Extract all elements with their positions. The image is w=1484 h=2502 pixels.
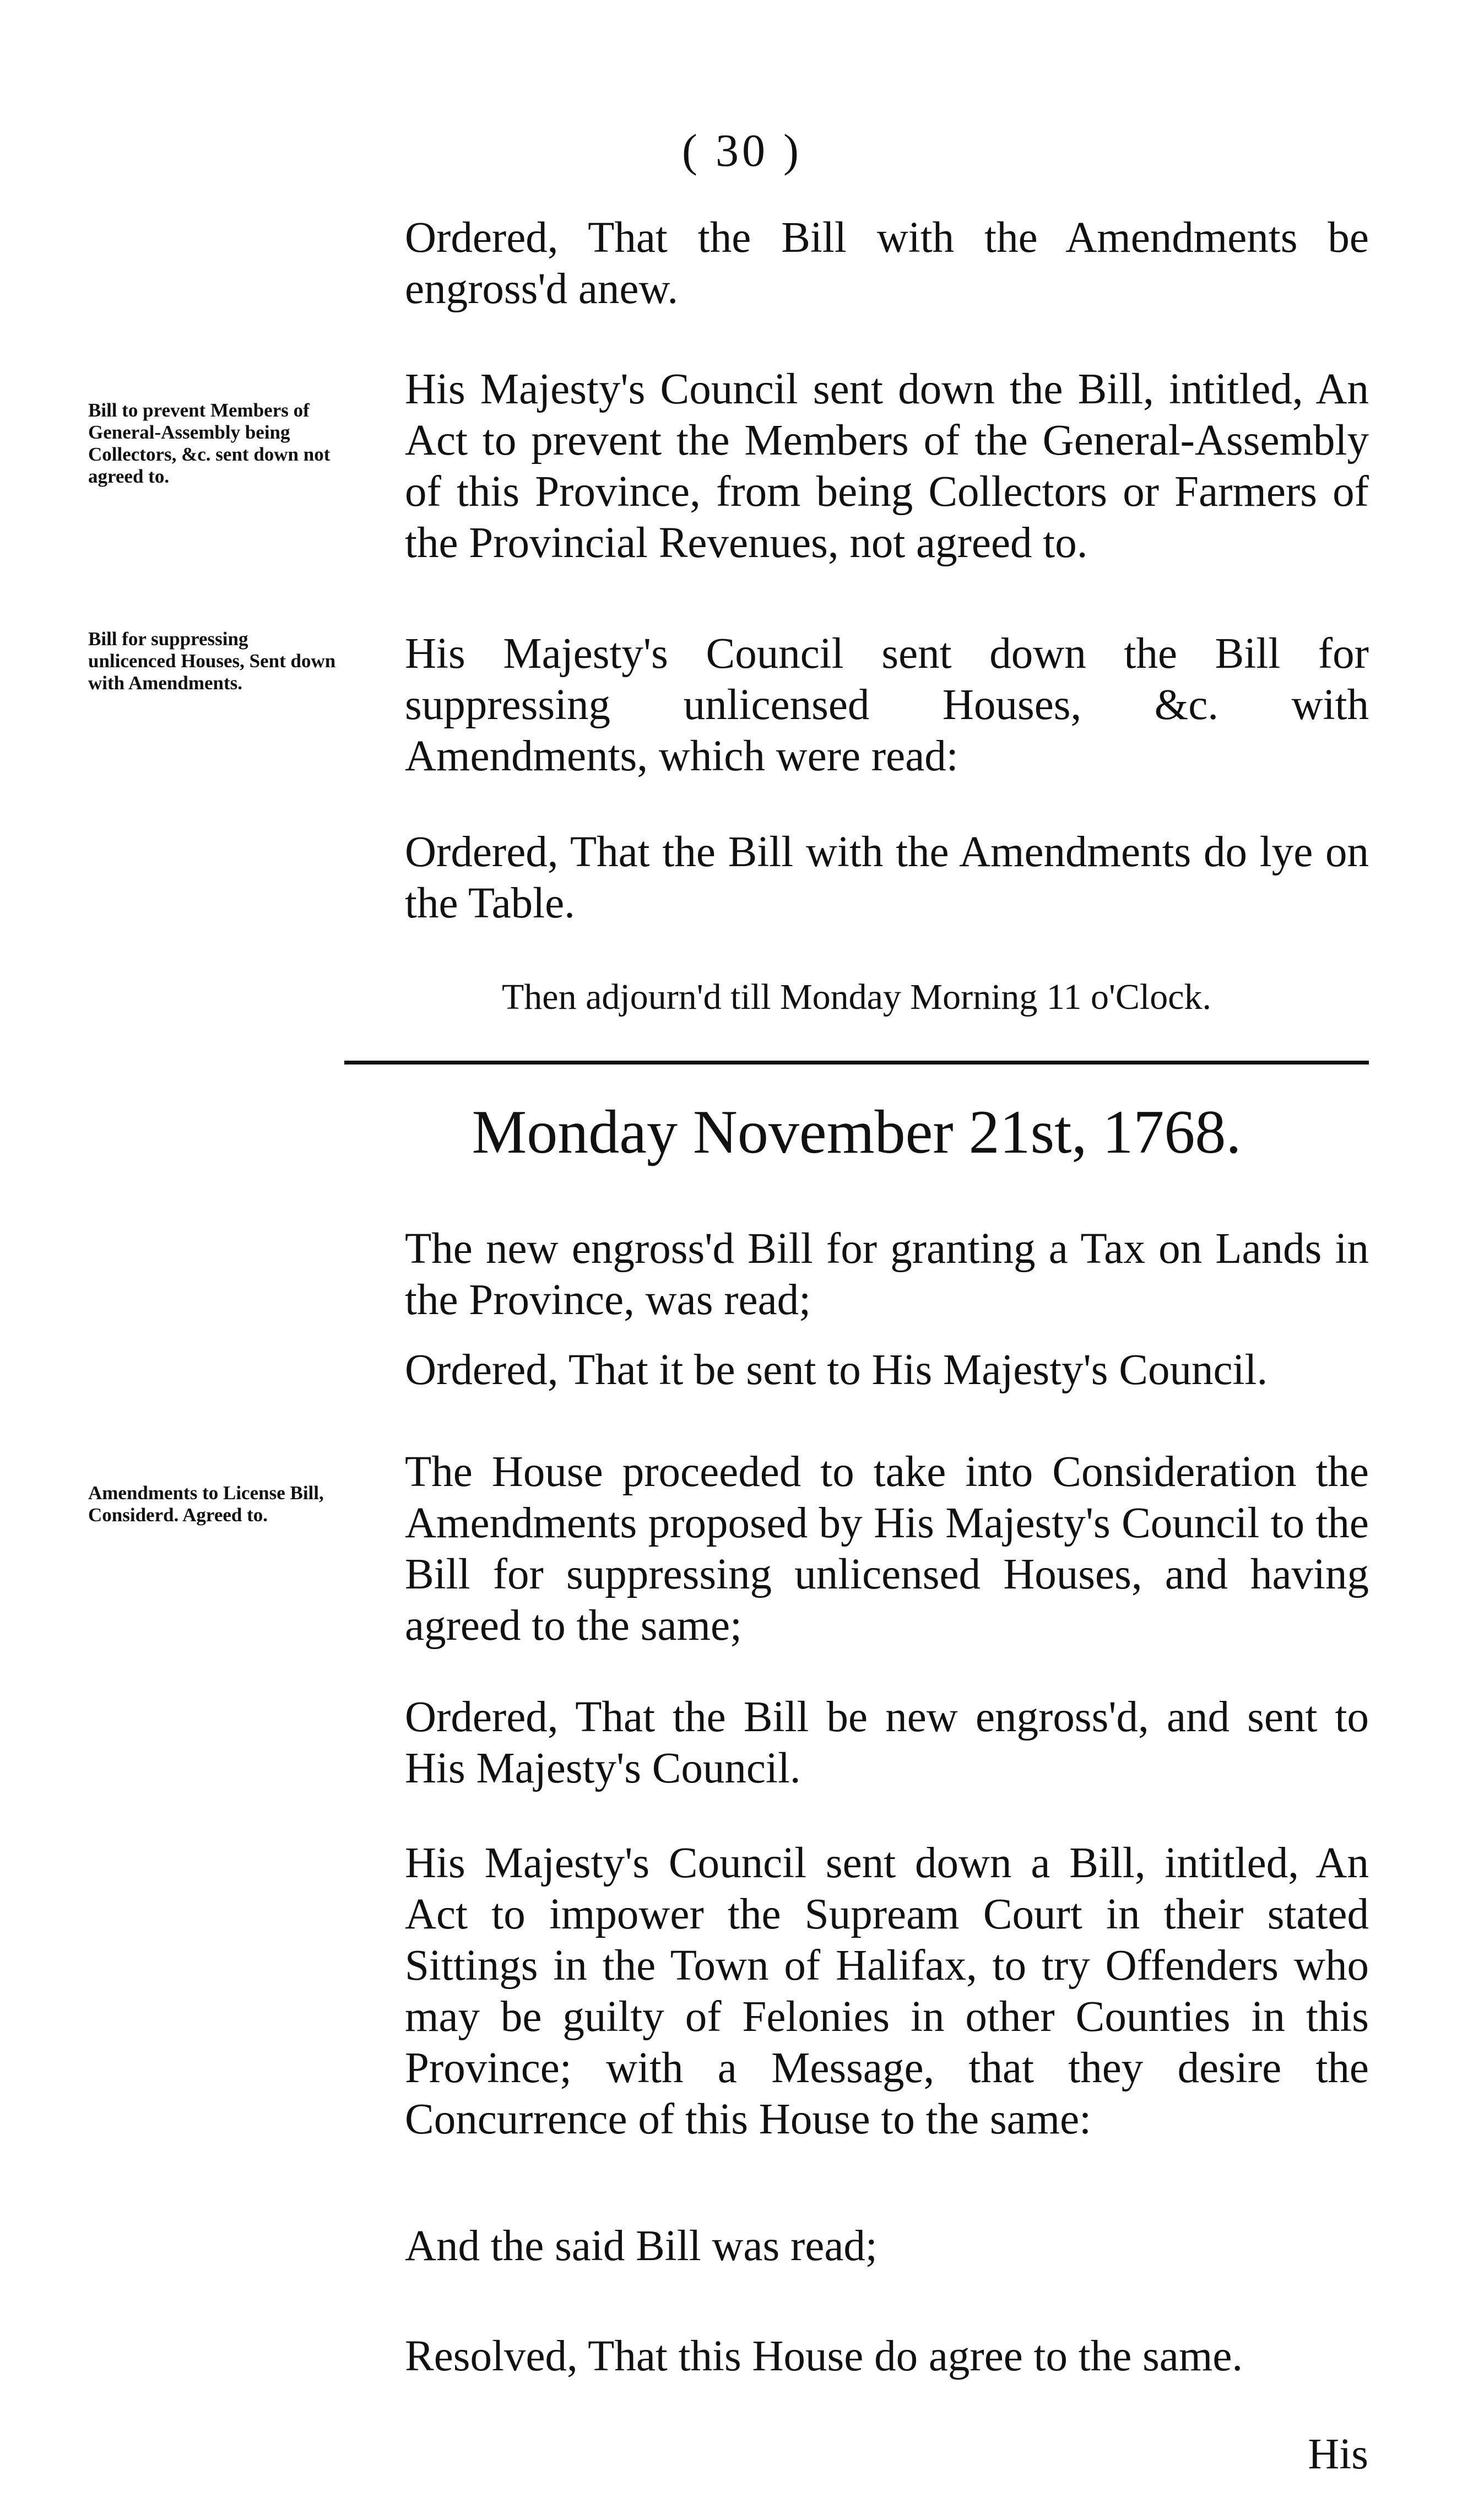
paragraph: Ordered, That it be sent to His Majesty's Council. — [405, 1346, 1268, 1394]
catchword: His — [1308, 2430, 1368, 2478]
paragraph: Ordered, That the Bill be new engross'd, and sent to His Majesty's Council. — [405, 1693, 1369, 1792]
section-divider — [344, 1061, 1369, 1064]
paragraph: The new engross'd Bill for granting a Tax on Lands in the Province, was read; — [405, 1225, 1369, 1324]
margin-note: Amendments to License Bill, Considerd. Agreed to. — [88, 1482, 324, 1526]
paragraph: The House proceeded to take into Consideration the Amendments proposed by His Majesty's Council to the Bill for suppressing unlicensed Houses, and having agreed to the same; — [405, 1448, 1369, 1650]
paragraph: Resolved, That this House do agree to the same. — [405, 2332, 1243, 2380]
page-number: ( 30 ) — [682, 125, 802, 176]
paragraph: His Majesty's Council sent down the Bill for suppressing unlicensed Houses, &c. with Amendments, which were read: — [405, 630, 1369, 780]
paragraph: And the said Bill was read; — [405, 2222, 878, 2270]
paragraph: Ordered, That the Bill with the Amendments do lye on the Table. — [405, 828, 1369, 927]
paragraph: Ordered, That the Bill with the Amendments be engross'd anew. — [405, 214, 1369, 313]
margin-note: Bill to prevent Members of General-Assembly being Collectors, &c. sent down not agreed to. — [88, 399, 331, 487]
adjournment-line: Then adjourn'd till Monday Morning 11 o'Clock. — [501, 977, 1212, 1017]
paragraph: His Majesty's Council sent down the Bill, intitled, An Act to prevent the Members of the General-Assembly of this Province, from being Collectors or Farmers of the Provincial Revenues, not agreed to. — [405, 365, 1369, 567]
paragraph: His Majesty's Council sent down a Bill, intitled, An Act to impower the Supream Court in their stated Sittings in the Town of Halifax, to try Offenders who may be guilty of Felonies in other Counties in this Province; with a Message, that they desire the Concurrence of this House to the same: — [405, 1839, 1369, 2143]
margin-note: Bill for suppressing unlicenced Houses, Sent down with Amendments. — [88, 628, 336, 694]
date-heading: Monday November 21st, 1768. — [472, 1098, 1242, 1166]
